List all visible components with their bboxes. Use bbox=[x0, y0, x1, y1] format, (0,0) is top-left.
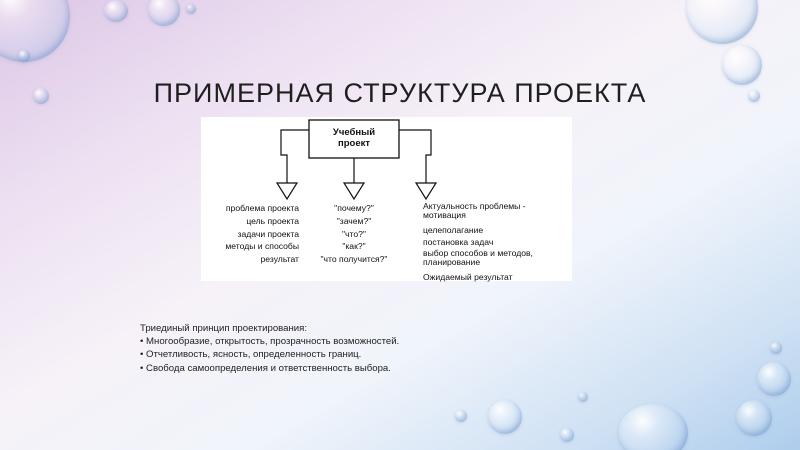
bubble-decoration bbox=[686, 0, 758, 44]
column-item: задачи проекта bbox=[237, 228, 299, 239]
bubble-decoration bbox=[455, 410, 467, 422]
column-item: "почему?" bbox=[334, 203, 374, 213]
column-item: Ожидаемый результат bbox=[423, 271, 513, 282]
bubble-decoration bbox=[770, 342, 782, 354]
column-item: проблема проекта bbox=[225, 203, 299, 213]
bubble-decoration bbox=[618, 404, 688, 450]
column-item: "что?" bbox=[342, 228, 366, 239]
arrow-right bbox=[416, 183, 436, 199]
notes-heading: Триединый принцип проектирования: bbox=[140, 323, 307, 334]
column-item: выбор способов и методов, планирование bbox=[423, 248, 533, 267]
arrow-left bbox=[277, 183, 297, 199]
column-item: результат bbox=[260, 254, 299, 265]
bubble-decoration bbox=[0, 0, 70, 62]
column-activities bbox=[423, 202, 571, 283]
column-item: целеполагание bbox=[423, 224, 484, 235]
bubble-decoration bbox=[757, 362, 791, 396]
principles-notes bbox=[140, 322, 399, 375]
slide-title: ПРИМЕРНАЯ СТРУКТУРА ПРОЕКТА bbox=[153, 78, 647, 108]
bubble-decoration bbox=[104, 0, 128, 22]
bubble-decoration bbox=[186, 4, 196, 14]
column-item: "что получится?" bbox=[320, 254, 388, 265]
root-node-label: Учебный проект bbox=[332, 127, 376, 149]
column-item: постановка задач bbox=[423, 237, 494, 248]
notes-bullet: • Свобода самоопределения и ответственность выбора. bbox=[140, 362, 391, 374]
connector-right bbox=[399, 130, 431, 183]
column-item: цель проекта bbox=[246, 215, 299, 226]
bubble-decoration bbox=[148, 0, 180, 26]
connector-left bbox=[281, 130, 309, 183]
bubble-decoration bbox=[488, 400, 522, 434]
column-questions bbox=[309, 202, 399, 266]
bubble-decoration bbox=[560, 428, 574, 442]
column-concepts bbox=[203, 202, 299, 266]
project-structure-diagram bbox=[201, 117, 572, 281]
notes-bullet: • Отчетливость, ясность, определенность границ. bbox=[140, 349, 362, 361]
arrow-middle bbox=[344, 183, 364, 199]
bubble-decoration bbox=[18, 50, 30, 62]
bubble-decoration bbox=[578, 392, 588, 402]
bubble-decoration bbox=[736, 400, 772, 436]
column-item: "зачем?" bbox=[336, 215, 372, 226]
column-item: Актуальность проблемы - мотивация bbox=[423, 201, 526, 220]
column-item: "как?" bbox=[342, 241, 366, 252]
column-item: методы и способы bbox=[225, 241, 299, 252]
notes-bullet: • Многообразие, открытость, прозрачность возможностей. bbox=[140, 336, 400, 348]
